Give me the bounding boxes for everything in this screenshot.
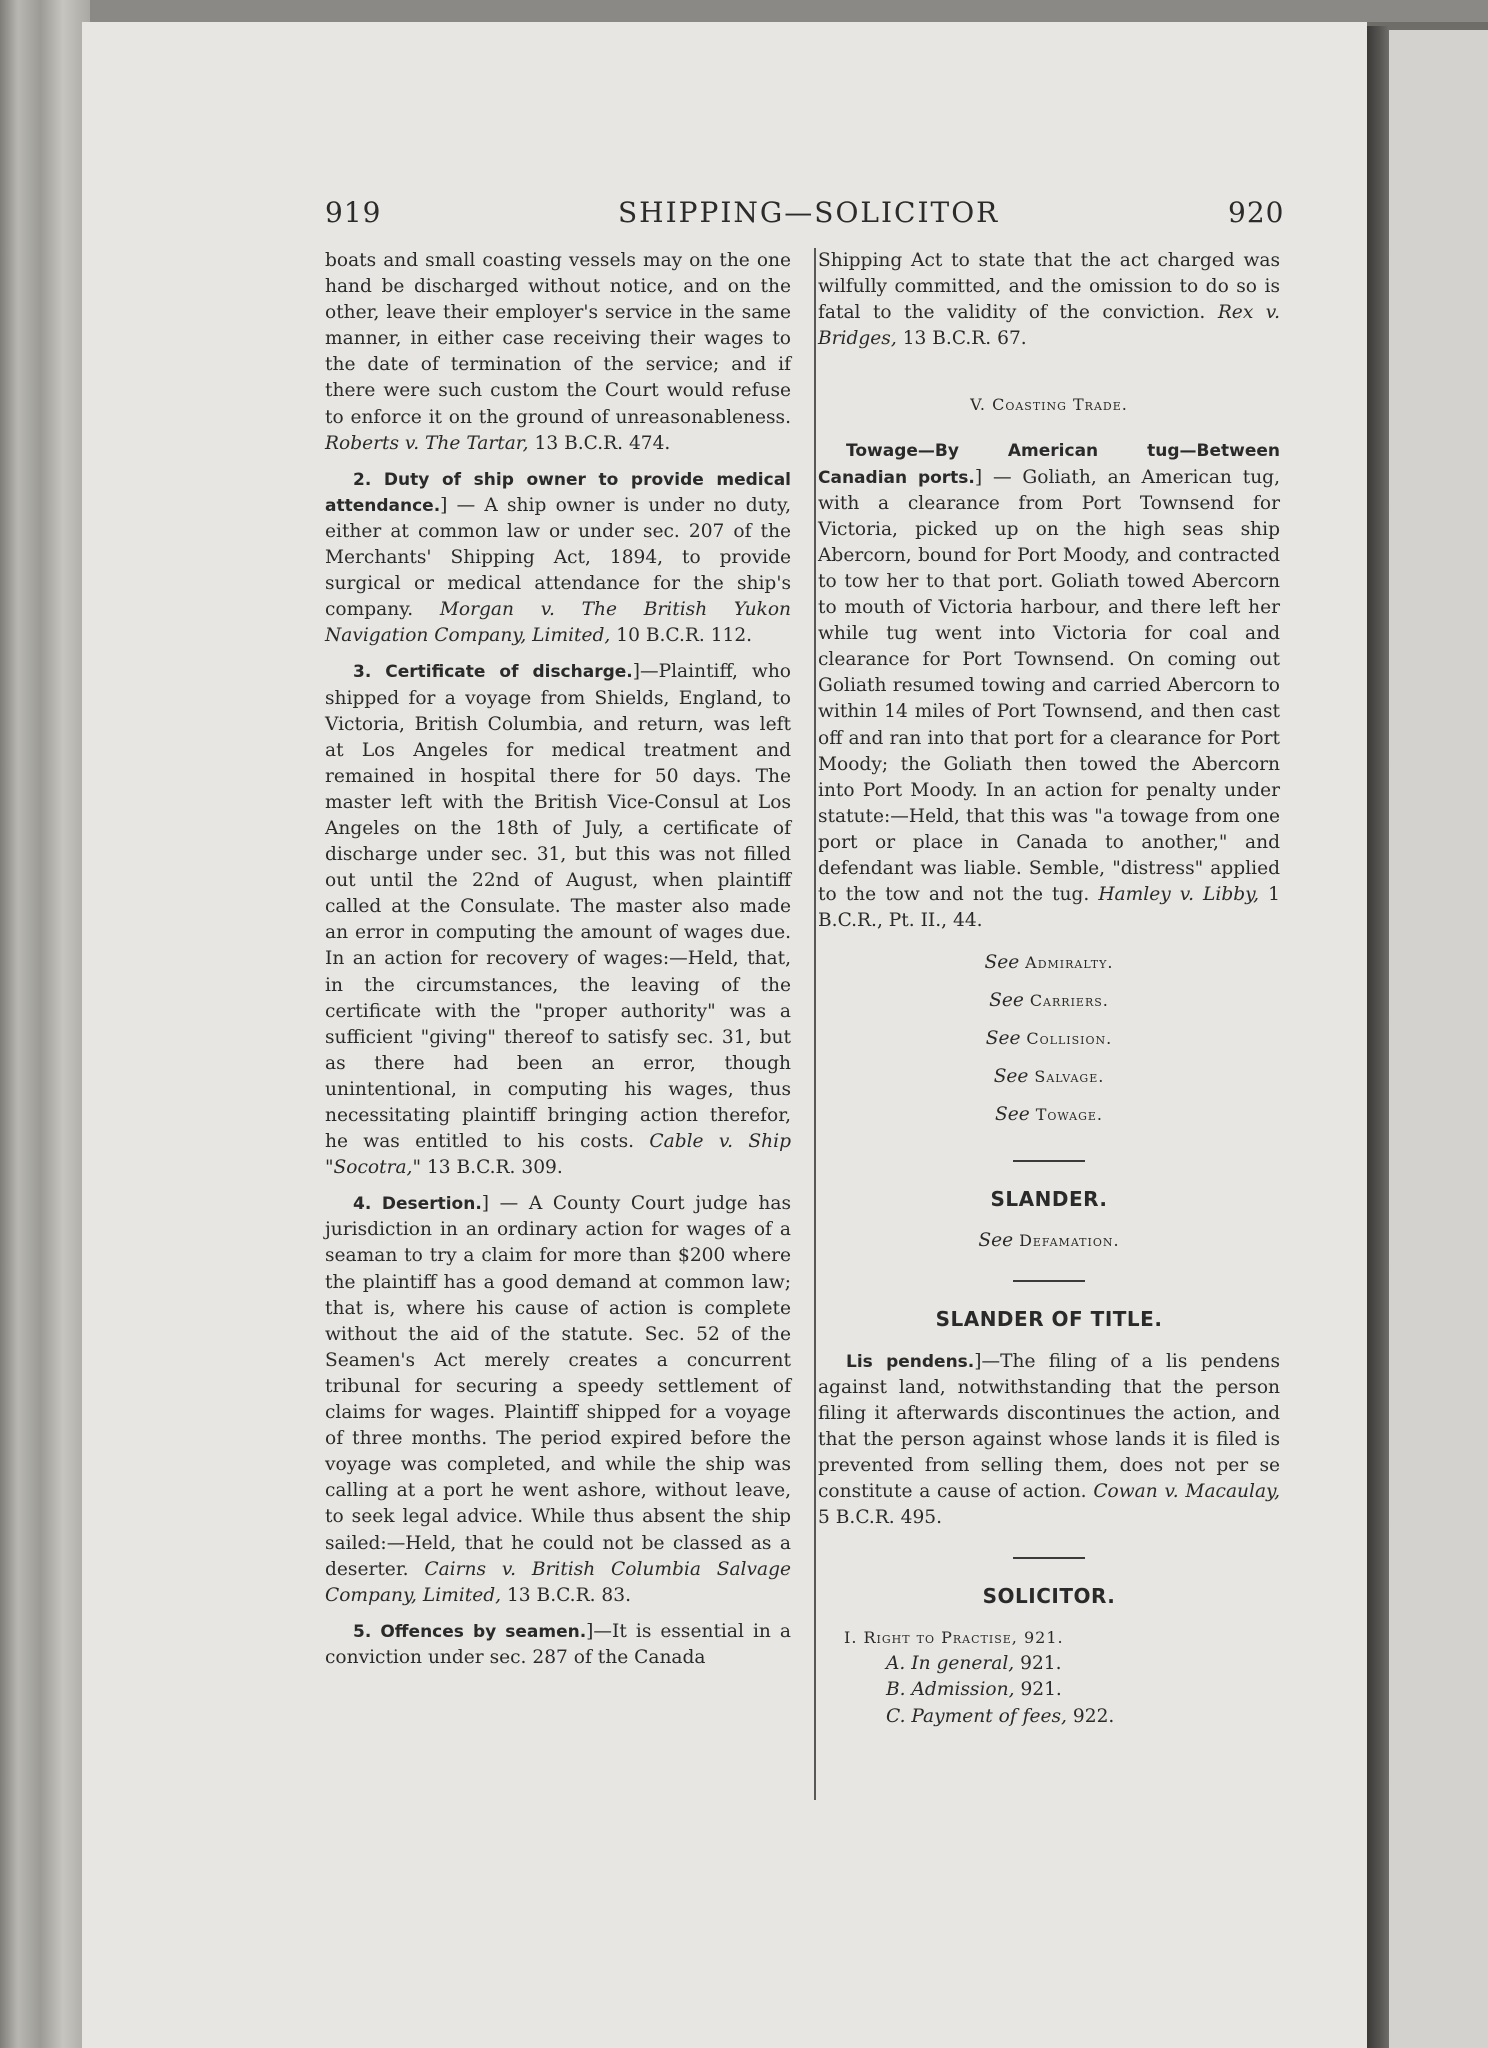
outline-item: I. Right to Practise, 921. (844, 1628, 1064, 1648)
case-citation: Morgan v. The British Yukon Navigation Company, Limited, (325, 599, 791, 647)
case-citation: Cairns v. British Columbia Salvage Company, Limited, (325, 1558, 791, 1606)
entry-medical-attendance (325, 467, 791, 650)
see-also-item: See Salvage. (993, 1066, 1105, 1088)
book-spine (0, 0, 90, 2048)
outline-subitem: A. In general, 921. (886, 1653, 1062, 1675)
paragraph-text: ] — A County Court judge has jurisdiction in an ordinary action for wages of a seaman to try a claim for more than $200 where the plaintiff has a good demand at common law; that is, where his cause of action is complete without the aid of the statute. Sec. 52 of the Seamen's Act merely creates a concurrent tribunal for securing a speedy settlement of claims for wages. Plaintiff shipped for a voyage of three months. The period expired before the voyage was completed, and while the ship was calling at a port he went ashore, without leave, to seek legal advice. While thus absent the ship sailed:—Held, that he could not be classed as a deserter. (325, 1193, 791, 1580)
paragraph-text: boats and small coasting vessels may on the one hand be discharged without notice, and on the other, leave their employer's service in the same manner, in either case receiving their wages to the date of termination of the service; and if there were such custom the Court would refuse to enforce it on the ground of unreasonableness. (325, 250, 791, 428)
entry-towage (818, 438, 1280, 934)
running-title: SHIPPING—SOLICITOR (618, 196, 1000, 229)
see-also-item: See Towage. (995, 1104, 1103, 1126)
section-rule (1013, 1280, 1085, 1282)
entry-heading: 2. Duty of ship owner to provide medical attendance. (325, 469, 791, 516)
citation-reference: 5 B.C.R. 495. (818, 1507, 943, 1529)
scan-top-band (0, 0, 1488, 22)
case-citation: Rex v. Bridges, (818, 302, 1280, 350)
section-rule (1013, 1160, 1085, 1162)
citation-reference: 13 B.C.R. 83. (506, 1584, 631, 1606)
right-column (818, 248, 1280, 1730)
case-citation: Hamley v. Libby, (1098, 884, 1260, 906)
paragraph-text: Shipping Act to state that the act charged was wilfully committed, and the omission to do so is fatal to the validity of the conviction. (818, 250, 1280, 324)
citation-reference: 13 B.C.R. 67. (902, 328, 1027, 350)
page-gutter-shadow (1367, 26, 1389, 2048)
section-title-solicitor: SOLICITOR. (982, 1584, 1116, 1609)
entry-heading: 4. Desertion. (353, 1194, 482, 1215)
entry-lis-pendens (818, 1349, 1280, 1532)
outline-subitem: B. Admission, 921. (886, 1679, 1062, 1701)
see-also-item: See Admiralty. (984, 952, 1114, 974)
page-number-left: 919 (325, 196, 382, 229)
citation-reference: 10 B.C.R. 112. (616, 625, 753, 647)
entry-heading: Towage—By American tug—Between Canadian ports. (818, 441, 1280, 488)
paragraph-text: ] — Goliath, an American tug, with a clearance from Port Townsend for Victoria, picked up on the high seas ship Abercorn, bound for Port Moody, and contracted to tow her to that port. Goliath towed Abercorn to mouth of Victoria harbour, and there left her while tug went into Victoria for coal and clearance for Port Townsend. On coming out Goliath resumed towing and carried Abercorn to within 14 miles of Port Townsend, and then cast off and ran into that port for a clearance for Port Moody; the Goliath then towed the Abercorn into Port Moody. In an action for penalty under statute:—Held, that this was "a towage from one port or place in Canada to another," and defendant was liable. Semble, "distress" applied to the tow and not the tug. (818, 466, 1280, 906)
case-citation: Roberts v. The Tartar, (325, 432, 529, 454)
section-title-slander: SLANDER. (990, 1187, 1108, 1212)
citation-reference: 1 B.C.R., Pt. II., 44. (818, 884, 1280, 932)
outline-subitem: C. Payment of fees, 922. (886, 1705, 1115, 1727)
solicitor-outline (818, 1625, 1280, 1729)
see-also-item: See Collision. (985, 1028, 1113, 1050)
see-also-list (818, 944, 1280, 1134)
entry-heading: 5. Offences by seamen. (353, 1621, 587, 1642)
paragraph-text: ] — A ship owner is under no duty, either at common law or under sec. 207 of the Merchants' Shipping Act, 1894, to provide surgical or medical attendance for the ship's company. (325, 494, 791, 621)
paragraph-text: ]—It is essential in a conviction under sec. 287 of the Canada (325, 1620, 791, 1668)
entry-certificate-of-discharge (325, 659, 791, 1181)
case-citation: Cable v. Ship "Socotra," (325, 1131, 791, 1179)
entry-heading: 3. Certificate of discharge. (353, 662, 633, 683)
entry-offences-by-seamen (325, 1619, 791, 1671)
citation-reference: 13 B.C.R. 474. (534, 432, 671, 454)
continued-paragraph (818, 248, 1280, 352)
continued-paragraph (325, 248, 791, 457)
section-heading-coasting-trade: V. Coasting Trade. (970, 395, 1128, 415)
see-also-item: See Defamation. (978, 1230, 1120, 1252)
entry-desertion (325, 1191, 791, 1609)
entry-heading: Lis pendens. (846, 1351, 975, 1372)
paragraph-text: ]—Plaintiff, who shipped for a voyage from Shields, England, to Victoria, British Columbia, and return, was left at Los Angeles for medical treatment and remained in hospital there for 50 days. The master left with the British Vice-Consul at Los Angeles on the 18th of July, a certificate of discharge under sec. 31, but this was not filled out until the 22nd of August, when plaintiff called at the Consulate. The master also made an error in computing the amount of wages due. In an action for recovery of wages:—Held, that, in the circumstances, the leaving of the certificate with the "proper authority" was a sufficient "giving" thereof to satisfy sec. 31, but as there had been an error, though unintentional, in computing his wages, thus necessitating plaintiff bringing action therefor, he was entitled to his costs. (325, 661, 791, 1153)
column-divider (814, 248, 816, 1800)
left-column (325, 248, 791, 1681)
section-title-slander-of-title: SLANDER OF TITLE. (935, 1307, 1163, 1332)
adjacent-page-edge (1389, 30, 1488, 2048)
citation-reference: 13 B.C.R. 309. (426, 1157, 563, 1179)
case-citation: Cowan v. Macaulay, (1093, 1481, 1280, 1502)
paragraph-text: ]—The filing of a lis pendens against land, notwithstanding that the person filing it afterwards discontinues the action, and that the person against whose lands it is filed is prevented from selling them, does not per se constitute a cause of action. (818, 1350, 1280, 1502)
page-number-right: 920 (1228, 196, 1285, 229)
see-also-item: See Carriers. (989, 990, 1109, 1012)
section-rule (1013, 1557, 1085, 1559)
